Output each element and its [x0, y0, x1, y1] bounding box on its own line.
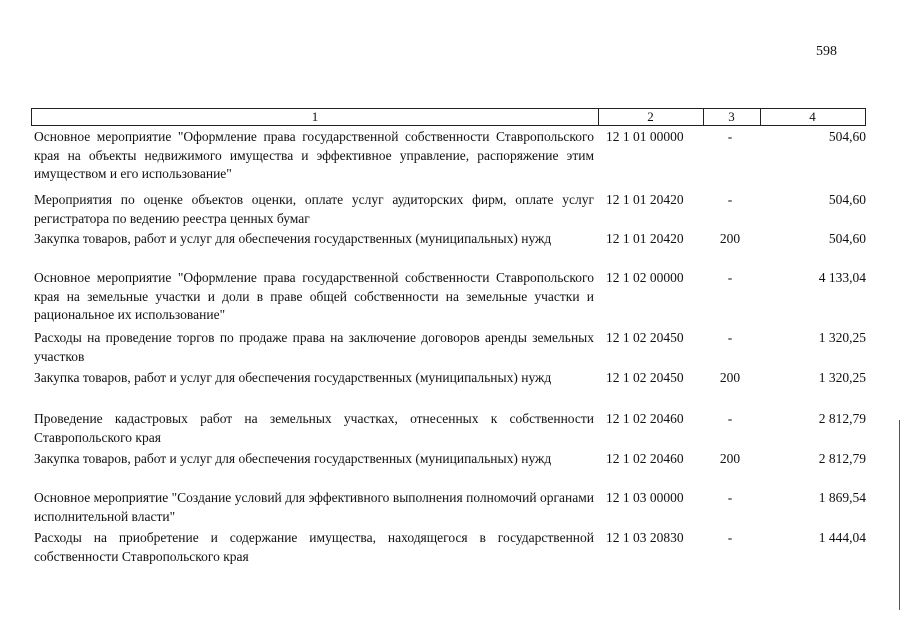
row-amount: 1 444,04	[818, 530, 866, 545]
row-amount: 504,60	[828, 129, 866, 144]
row-type: -	[727, 411, 733, 426]
header-col-4: 4	[809, 109, 816, 124]
row-description: Расходы на проведение торгов по продаже права на заключение договоров аренды земельных участков	[34, 330, 594, 364]
row-code: 12 1 02 20460	[606, 451, 684, 466]
row-code: 12 1 02 20450	[606, 330, 684, 345]
row-description: Мероприятия по оценке объектов оценки, оплате услуг аудиторских фирм, оплате услуг регистратора по ведению реестра ценных бумаг	[34, 192, 594, 226]
row-type: -	[727, 192, 733, 207]
row-type: 200	[719, 370, 741, 385]
header-col-3: 3	[728, 109, 735, 124]
row-description: Основное мероприятие "Оформление права государственной собственности Ставропольского края на объекты недвижимого имущества и эффективное управление, распоряжение этим имуществом и его использование"	[34, 129, 594, 181]
row-code: 12 1 03 20830	[606, 530, 684, 545]
page-number: 598	[816, 44, 837, 59]
scan-edge-line	[899, 420, 900, 610]
row-description: Проведение кадастровых работ на земельных участках, отнесенных к собственности Ставропольского края	[34, 411, 594, 445]
row-type: -	[727, 330, 733, 345]
header-col-1: 1	[311, 109, 319, 124]
row-code: 12 1 01 00000	[606, 129, 684, 144]
row-type: -	[727, 129, 733, 144]
row-code: 12 1 01 20420	[606, 192, 684, 207]
row-type: -	[727, 530, 733, 545]
row-amount: 1 869,54	[818, 490, 866, 505]
row-description: Основное мероприятие "Создание условий для эффективного выполнения полномочий органами исполнительной власти"	[34, 490, 594, 524]
row-amount: 504,60	[828, 231, 866, 246]
row-amount: 2 812,79	[818, 411, 866, 426]
row-amount: 1 320,25	[818, 330, 866, 345]
row-description: Закупка товаров, работ и услуг для обеспечения государственных (муниципальных) нужд	[34, 231, 552, 246]
row-amount: 4 133,04	[818, 270, 866, 285]
row-amount: 504,60	[828, 192, 866, 207]
header-col-2: 2	[647, 109, 654, 124]
row-code: 12 1 02 20460	[606, 411, 684, 426]
row-description: Закупка товаров, работ и услуг для обеспечения государственных (муниципальных) нужд	[34, 451, 552, 466]
row-type: 200	[719, 231, 741, 246]
row-amount: 2 812,79	[818, 451, 866, 466]
row-amount: 1 320,25	[818, 370, 866, 385]
row-type: -	[727, 490, 733, 505]
row-code: 12 1 03 00000	[606, 490, 684, 505]
table-header	[31, 108, 866, 126]
row-type: -	[727, 270, 733, 285]
row-type: 200	[719, 451, 741, 466]
row-description: Основное мероприятие "Оформление права государственной собственности Ставропольского края на земельные участки и доли в праве общей собственности на земельные участки и рациональное их использование"	[34, 270, 594, 322]
row-description: Закупка товаров, работ и услуг для обеспечения государственных (муниципальных) нужд	[34, 370, 552, 385]
row-code: 12 1 01 20420	[606, 231, 684, 246]
row-code: 12 1 02 20450	[606, 370, 684, 385]
row-code: 12 1 02 00000	[606, 270, 684, 285]
row-description: Расходы на приобретение и содержание имущества, находящегося в государственной собственности Ставропольского края	[34, 530, 594, 564]
